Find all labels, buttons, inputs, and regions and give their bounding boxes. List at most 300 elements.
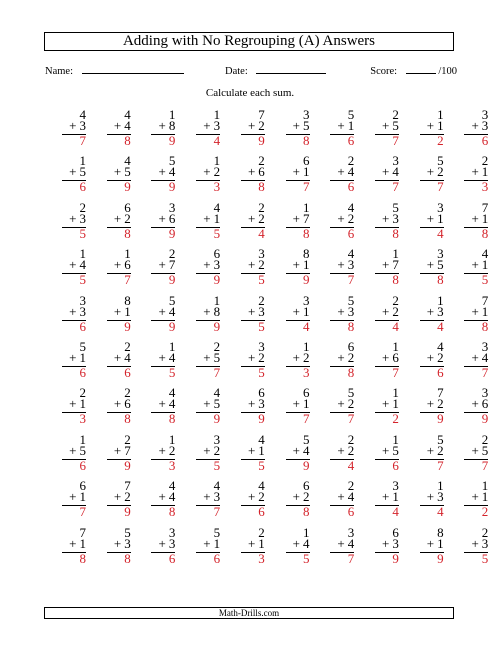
- addend-top: 4: [79, 107, 86, 122]
- addend-bottom: [114, 212, 131, 225]
- addend-bottom: [382, 212, 399, 225]
- plus-sign: +: [203, 164, 211, 180]
- plus-sign: +: [382, 118, 390, 133]
- addend-bottom-value: 4: [303, 442, 310, 458]
- plus-sign: +: [158, 257, 166, 273]
- plus-sign: +: [471, 442, 479, 458]
- addend-top: 2: [347, 431, 355, 447]
- instructions: Calculate each sum.: [205, 87, 295, 99]
- addend-top: 1: [437, 107, 444, 122]
- addend-bottom: [293, 305, 310, 318]
- addend-bottom: [427, 351, 444, 364]
- plus-sign: +: [69, 303, 77, 319]
- addend-bottom-value: 1: [258, 535, 265, 551]
- plus-sign: +: [471, 396, 479, 412]
- answer: 5: [258, 457, 265, 473]
- addend-top: 5: [124, 524, 131, 540]
- addend-bottom-value: 2: [303, 489, 310, 505]
- addend-bottom: [293, 397, 310, 410]
- plus-sign: +: [113, 210, 122, 226]
- answer: 3: [258, 550, 265, 566]
- addend-bottom: [382, 397, 399, 410]
- addend-bottom-value: 2: [437, 396, 444, 412]
- addend-top: 6: [303, 385, 310, 401]
- plus-sign: +: [69, 396, 77, 412]
- addend-top: 1: [303, 199, 310, 215]
- plus-sign: +: [382, 396, 390, 412]
- addend-bottom: [337, 165, 354, 178]
- answer: 6: [79, 318, 86, 334]
- addend-bottom: [293, 490, 310, 503]
- addend-bottom: [471, 212, 488, 225]
- plus-sign: +: [203, 118, 211, 133]
- answer: 7: [213, 504, 221, 520]
- plus-sign: +: [113, 350, 122, 365]
- addend-bottom: [382, 258, 399, 271]
- plus-sign: +: [292, 535, 300, 551]
- addend-bottom: [293, 119, 310, 132]
- name-line: [82, 63, 184, 74]
- addend-top: 2: [258, 153, 265, 169]
- answer: 9: [258, 133, 265, 148]
- addend-top: 4: [213, 199, 221, 215]
- addend-bottom-value: 5: [303, 118, 310, 133]
- student-info-row: [45, 63, 457, 79]
- plus-sign: +: [69, 489, 77, 505]
- answer: 7: [347, 550, 355, 566]
- addend-bottom: [248, 305, 265, 318]
- answer: 5: [303, 550, 310, 566]
- addend-bottom: [427, 165, 444, 178]
- addend-top: 5: [392, 199, 399, 215]
- addend-bottom: [248, 537, 265, 550]
- plus-sign: +: [158, 210, 166, 226]
- addend-bottom: [382, 305, 399, 318]
- addend-bottom: [337, 119, 354, 132]
- plus-sign: +: [69, 118, 77, 133]
- addend-bottom: [427, 444, 444, 457]
- addend-top: 4: [347, 246, 355, 262]
- addend-top: 2: [481, 524, 489, 540]
- answer: 4: [392, 504, 399, 520]
- answer: 9: [124, 179, 131, 195]
- addend-bottom: [427, 490, 444, 503]
- plus-sign: +: [426, 535, 435, 551]
- addend-bottom: [382, 119, 399, 132]
- addend-bottom: [203, 212, 220, 225]
- addend-bottom-value: 5: [213, 396, 221, 412]
- addend-bottom: [427, 119, 444, 132]
- addend-bottom: [248, 119, 265, 132]
- addend-top: 1: [213, 107, 221, 122]
- addend-top: 6: [303, 153, 310, 169]
- answer: 4: [213, 133, 221, 148]
- addend-top: 1: [79, 246, 86, 262]
- addend-top: 4: [168, 385, 176, 401]
- answer: 6: [481, 133, 489, 148]
- plus-sign: +: [471, 257, 479, 273]
- addend-top: 5: [347, 107, 355, 122]
- addend-top: 2: [213, 339, 221, 354]
- addend-bottom-value: 6: [168, 210, 176, 226]
- addend-bottom-value: 2: [124, 489, 131, 505]
- addend-bottom: [69, 397, 86, 410]
- addend-top: 3: [303, 107, 310, 122]
- plus-sign: +: [292, 118, 300, 133]
- answer: 5: [79, 225, 86, 241]
- plus-sign: +: [471, 164, 479, 180]
- answer: 8: [347, 318, 355, 334]
- answer: 9: [168, 225, 176, 241]
- plus-sign: +: [247, 303, 256, 319]
- addend-bottom: [248, 258, 265, 271]
- answer: 9: [168, 318, 176, 334]
- addend-bottom-value: 4: [168, 489, 176, 505]
- addend-bottom-value: 1: [481, 210, 489, 226]
- plus-sign: +: [426, 118, 435, 133]
- addend-top: 1: [437, 478, 444, 494]
- addend-top: 3: [481, 339, 489, 354]
- plus-sign: +: [113, 164, 122, 180]
- answer: 9: [303, 272, 310, 288]
- addend-bottom-value: 2: [258, 118, 265, 133]
- addend-bottom: [471, 537, 488, 550]
- addend-bottom: [293, 537, 310, 550]
- answer: 7: [392, 133, 399, 148]
- plus-sign: +: [382, 303, 390, 319]
- addend-top: 2: [392, 107, 399, 122]
- addend-top: 4: [347, 199, 355, 215]
- plus-sign: +: [337, 535, 345, 551]
- answer: 8: [168, 411, 176, 427]
- answer: 3: [213, 179, 221, 195]
- plus-sign: +: [471, 210, 479, 226]
- plus-sign: +: [203, 396, 211, 412]
- addend-bottom: [337, 258, 354, 271]
- addend-bottom-value: 3: [258, 303, 265, 319]
- answer: 7: [481, 365, 489, 380]
- addend-top: 6: [392, 524, 399, 540]
- addend-bottom: [159, 397, 176, 410]
- answer: 4: [347, 457, 355, 473]
- answer: 4: [392, 318, 399, 334]
- addend-top: 2: [347, 478, 355, 494]
- answer: 3: [79, 411, 86, 427]
- plus-sign: +: [292, 396, 300, 412]
- addend-top: 1: [392, 385, 399, 401]
- addend-bottom: [471, 351, 488, 364]
- addend-bottom: [471, 258, 488, 271]
- addend-top: 6: [79, 478, 86, 494]
- addend-bottom-value: 4: [168, 396, 176, 412]
- plus-sign: +: [337, 350, 345, 365]
- addend-bottom: [293, 351, 310, 364]
- addend-bottom: [337, 212, 354, 225]
- addend-bottom: [337, 537, 354, 550]
- addend-bottom-value: 1: [481, 164, 489, 180]
- answer: 4: [437, 225, 444, 241]
- answer: 6: [213, 550, 221, 566]
- addend-bottom: [114, 305, 131, 318]
- addend-bottom-value: 1: [303, 257, 310, 273]
- addend-bottom-value: 2: [437, 164, 444, 180]
- addend-top: 2: [258, 292, 265, 308]
- answer: 5: [79, 272, 86, 288]
- plus-sign: +: [292, 303, 300, 319]
- answer: 6: [79, 457, 86, 473]
- answer: 6: [347, 179, 355, 195]
- addend-top: 7: [79, 524, 86, 540]
- plus-sign: +: [113, 118, 122, 133]
- addend-top: 3: [258, 339, 265, 354]
- addend-top: 1: [213, 292, 221, 308]
- addend-bottom-value: 2: [213, 164, 221, 180]
- addend-bottom-value: 3: [213, 257, 221, 273]
- addend-top: 4: [481, 246, 489, 262]
- addend-top: 1: [481, 478, 489, 494]
- addend-bottom-value: 6: [392, 350, 399, 365]
- addend-top: 1: [124, 246, 131, 262]
- addend-top: 7: [437, 385, 444, 401]
- plus-sign: +: [426, 164, 435, 180]
- addend-bottom: [159, 351, 176, 364]
- answer: 8: [124, 411, 131, 427]
- plus-sign: +: [426, 350, 435, 365]
- addend-top: 6: [347, 339, 355, 354]
- addend-top: 3: [168, 524, 176, 540]
- addend-bottom-value: 2: [437, 442, 444, 458]
- addend-top: 2: [258, 199, 265, 215]
- addend-top: 2: [481, 431, 489, 447]
- addend-bottom-value: 3: [213, 118, 221, 133]
- addend-bottom-value: 7: [124, 442, 131, 458]
- plus-sign: +: [158, 164, 166, 180]
- addend-bottom-value: 3: [437, 303, 444, 319]
- plus-sign: +: [337, 303, 345, 319]
- answer: 3: [303, 365, 310, 380]
- name-label: Name:: [45, 66, 73, 77]
- addend-bottom: [203, 305, 220, 318]
- answer: 7: [347, 272, 355, 288]
- plus-sign: +: [382, 350, 390, 365]
- addend-bottom: [337, 351, 354, 364]
- answer: 7: [213, 365, 221, 380]
- answer: 9: [213, 272, 221, 288]
- addend-bottom-value: 5: [79, 442, 86, 458]
- plus-sign: +: [337, 257, 345, 273]
- plus-sign: +: [158, 303, 166, 319]
- addend-bottom-value: 3: [392, 210, 399, 226]
- addend-bottom: [159, 444, 176, 457]
- addend-bottom: [248, 351, 265, 364]
- answer: 6: [347, 504, 355, 520]
- answer: 2: [437, 133, 444, 148]
- answer: 6: [347, 225, 355, 241]
- addend-bottom: [114, 537, 131, 550]
- addend-top: 1: [303, 339, 310, 354]
- addend-bottom-value: 4: [168, 303, 176, 319]
- addend-bottom: [114, 397, 131, 410]
- answer: 9: [168, 179, 176, 195]
- answer: 7: [437, 179, 444, 195]
- addend-bottom: [337, 305, 354, 318]
- plus-sign: +: [426, 442, 435, 458]
- answer: 7: [347, 411, 355, 427]
- addend-top: 7: [258, 107, 265, 122]
- addend-bottom-value: 1: [79, 396, 86, 412]
- plus-sign: +: [471, 303, 479, 319]
- addend-bottom-value: 2: [258, 257, 265, 273]
- plus-sign: +: [69, 257, 77, 273]
- answer: 5: [213, 457, 221, 473]
- addend-bottom: [293, 165, 310, 178]
- footer-credit: Math-Drills.com: [44, 607, 454, 619]
- answer: 8: [303, 504, 310, 520]
- score-field: [370, 63, 457, 79]
- addend-bottom-value: 1: [213, 210, 221, 226]
- addend-bottom-value: 6: [481, 396, 489, 412]
- addend-bottom-value: 5: [213, 350, 221, 365]
- plus-sign: +: [69, 535, 77, 551]
- addend-bottom: [69, 119, 86, 132]
- addend-top: 5: [437, 431, 444, 447]
- addend-bottom: [159, 212, 176, 225]
- addend-bottom-value: 3: [347, 303, 355, 319]
- addend-bottom-value: 6: [124, 396, 131, 412]
- addend-bottom-value: 2: [347, 442, 355, 458]
- answer: 7: [392, 179, 399, 195]
- answer: 9: [437, 550, 444, 566]
- addend-top: 3: [392, 478, 399, 494]
- plus-sign: +: [113, 303, 122, 319]
- addend-bottom-value: 3: [168, 535, 176, 551]
- answer: 4: [303, 318, 310, 334]
- addend-bottom-value: 2: [303, 350, 310, 365]
- answer: 9: [258, 411, 265, 427]
- answer: 8: [303, 225, 310, 241]
- addend-bottom: [114, 165, 131, 178]
- plus-sign: +: [292, 489, 300, 505]
- answer: 8: [124, 133, 131, 148]
- addend-top: 2: [258, 524, 265, 540]
- score-label: Score:: [370, 66, 398, 77]
- addend-top: 3: [168, 199, 176, 215]
- addend-bottom: [382, 444, 399, 457]
- addend-top: 5: [168, 153, 176, 169]
- plus-sign: +: [69, 210, 77, 226]
- addend-top: 5: [79, 339, 86, 354]
- plus-sign: +: [158, 535, 166, 551]
- answer: 5: [213, 225, 221, 241]
- plus-sign: +: [113, 489, 122, 505]
- addend-bottom-value: 1: [437, 535, 444, 551]
- addend-bottom: [159, 165, 176, 178]
- answer: 9: [481, 411, 489, 427]
- addend-bottom-value: 1: [79, 350, 86, 365]
- plus-sign: +: [337, 442, 345, 458]
- addend-top: 8: [437, 524, 444, 540]
- answer: 3: [168, 457, 176, 473]
- addend-bottom-value: 1: [213, 535, 221, 551]
- addend-bottom: [114, 351, 131, 364]
- answer: 6: [79, 179, 86, 195]
- addend-bottom-value: 6: [124, 257, 131, 273]
- plus-sign: +: [247, 396, 256, 412]
- addend-bottom: [69, 258, 86, 271]
- answer: 5: [258, 318, 265, 334]
- answer: 4: [258, 225, 265, 241]
- answer: 9: [124, 504, 131, 520]
- addend-bottom: [114, 444, 131, 457]
- addend-bottom-value: 3: [79, 210, 86, 226]
- addend-top: 5: [347, 385, 355, 401]
- addend-bottom-value: 1: [303, 396, 310, 412]
- addend-bottom: [471, 490, 488, 503]
- addend-bottom-value: 4: [347, 164, 355, 180]
- addend-bottom-value: 3: [124, 535, 131, 551]
- plus-sign: +: [337, 164, 345, 180]
- addend-top: 5: [347, 292, 355, 308]
- addend-bottom-value: 1: [347, 118, 355, 133]
- addend-bottom-value: 5: [481, 442, 489, 458]
- addend-top: 3: [347, 524, 355, 540]
- plus-sign: +: [471, 535, 479, 551]
- addend-bottom-value: 1: [437, 118, 444, 133]
- addend-bottom-value: 3: [392, 535, 399, 551]
- date-field: [225, 63, 326, 79]
- addend-bottom: [248, 490, 265, 503]
- plus-sign: +: [247, 257, 256, 273]
- addend-bottom-value: 1: [258, 442, 265, 458]
- plus-sign: +: [113, 396, 122, 412]
- addend-bottom-value: 6: [258, 164, 265, 180]
- addend-top: 3: [303, 292, 310, 308]
- addend-bottom: [159, 119, 176, 132]
- plus-sign: +: [382, 257, 390, 273]
- plus-sign: +: [203, 303, 211, 319]
- addend-bottom: [382, 351, 399, 364]
- plus-sign: +: [337, 118, 345, 133]
- answer: 6: [347, 133, 355, 148]
- answer: 8: [303, 133, 310, 148]
- answer: 8: [481, 318, 489, 334]
- answer: 2: [392, 411, 399, 427]
- plus-sign: +: [113, 442, 122, 458]
- addend-top: 4: [213, 385, 221, 401]
- addend-bottom-value: 2: [437, 350, 444, 365]
- addend-top: 4: [213, 478, 221, 494]
- addend-bottom: [69, 212, 86, 225]
- addend-bottom-value: 2: [124, 210, 131, 226]
- addend-top: 1: [168, 107, 176, 122]
- addend-bottom-value: 4: [79, 257, 86, 273]
- addend-bottom-value: 5: [392, 118, 399, 133]
- addend-bottom: [69, 305, 86, 318]
- addend-bottom: [159, 490, 176, 503]
- plus-sign: +: [337, 210, 345, 226]
- addend-bottom-value: 3: [347, 257, 355, 273]
- answer: 8: [437, 272, 444, 288]
- addend-bottom-value: 1: [79, 535, 86, 551]
- worksheet-title: Adding with No Regrouping (A) Answers: [44, 32, 454, 51]
- answer: 7: [481, 457, 489, 473]
- addend-bottom: [248, 444, 265, 457]
- addend-bottom-value: 4: [124, 118, 131, 133]
- addend-bottom: [248, 165, 265, 178]
- plus-sign: +: [292, 350, 300, 365]
- addend-bottom: [471, 397, 488, 410]
- addend-bottom: [337, 444, 354, 457]
